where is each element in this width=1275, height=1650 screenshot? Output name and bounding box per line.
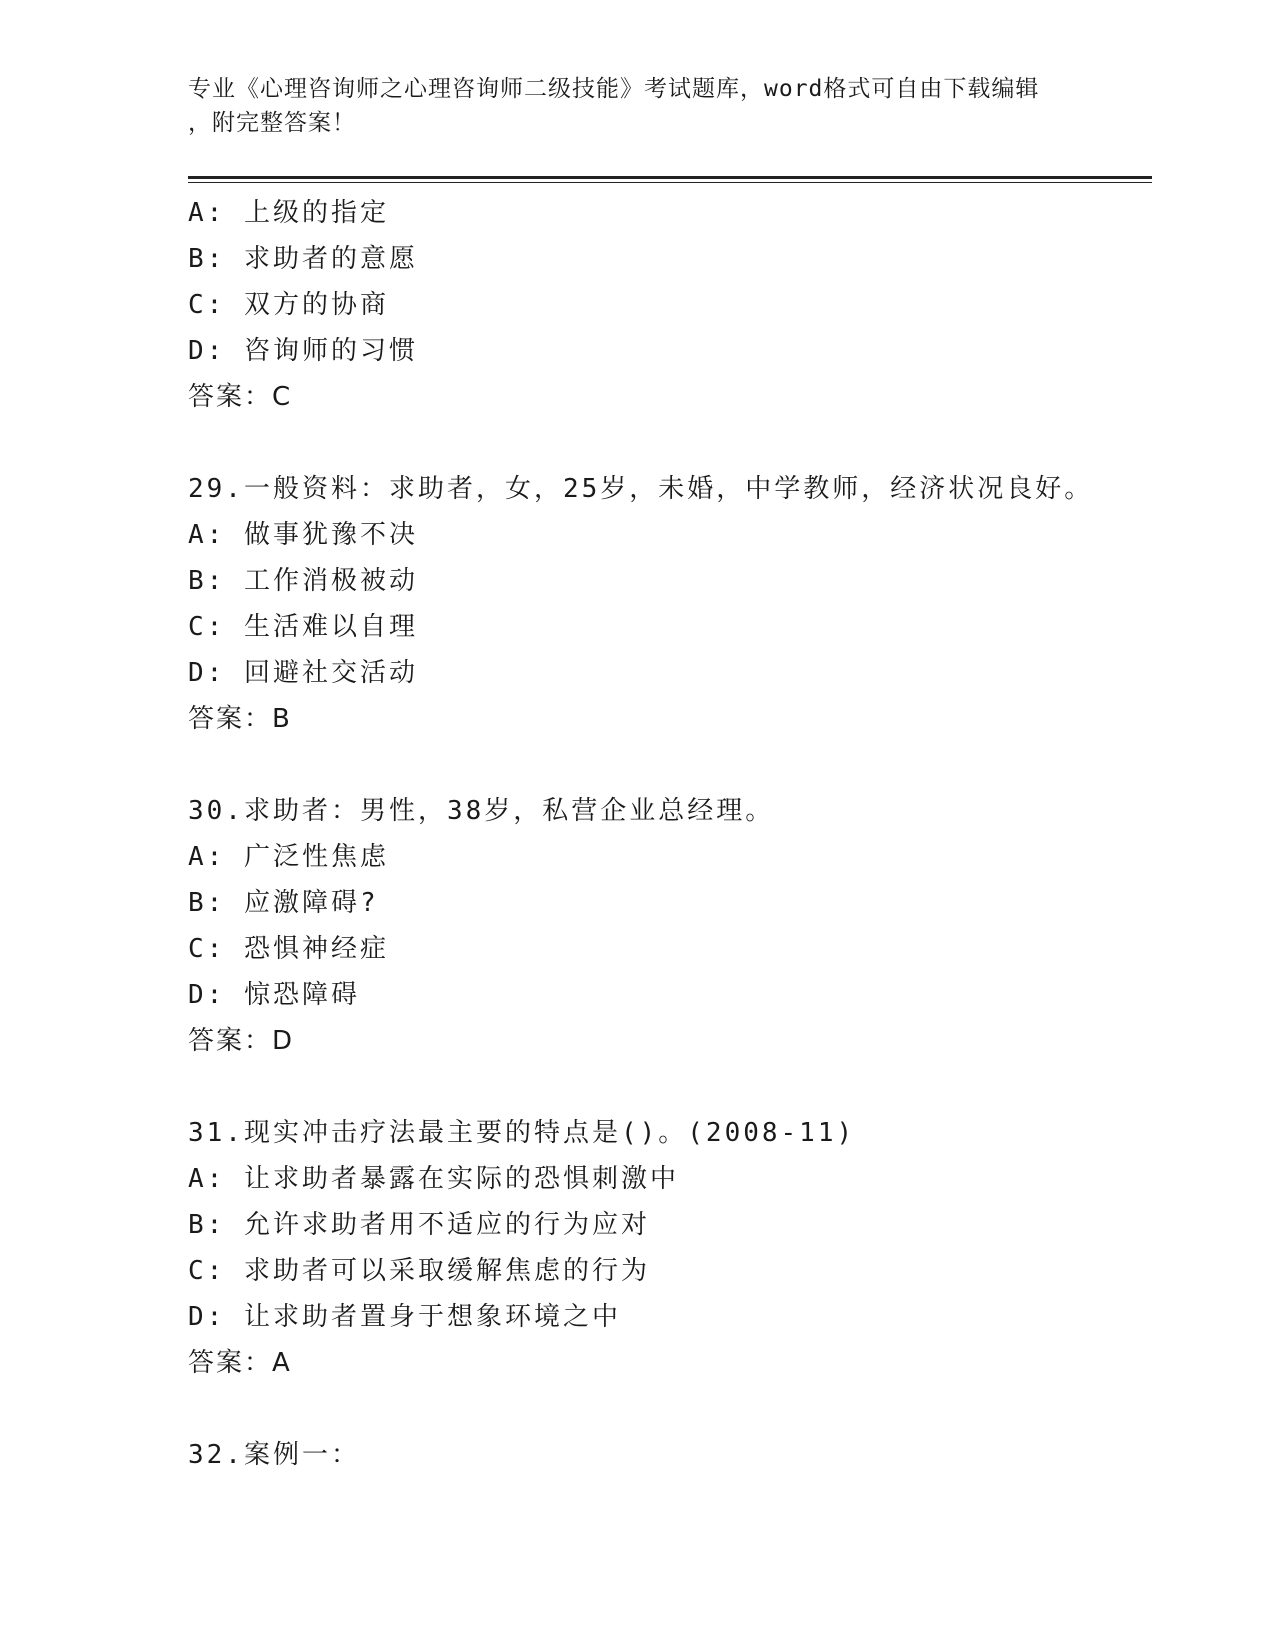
- q28-option-c: C: 双方的协商: [188, 290, 389, 320]
- header-line-1: 专业《心理咨询师之心理咨询师二级技能》考试题库，word格式可自由下载编辑: [188, 76, 1040, 102]
- header-divider-thick: [188, 176, 1152, 179]
- q30-option-c: C: 恐惧神经症: [188, 934, 389, 964]
- q30-answer: 答案：D: [188, 1026, 295, 1056]
- q28-option-b: B: 求助者的意愿: [188, 244, 418, 274]
- q30-option-a: A: 广泛性焦虑: [188, 842, 389, 872]
- question-29-block: [188, 466, 1152, 742]
- q31-option-d: D: 让求助者置身于想象环境之中: [188, 1302, 621, 1332]
- q29-option-d: D: 回避社交活动: [188, 658, 418, 688]
- document-header: [188, 72, 1068, 140]
- spacer: [188, 420, 1152, 466]
- q28-answer: 答案：C: [188, 382, 293, 412]
- spacer: [188, 1064, 1152, 1110]
- q31-option-a: A: 让求助者暴露在实际的恐惧刺激中: [188, 1164, 679, 1194]
- question-32-block: [188, 1432, 1152, 1478]
- q28-option-d: D: 咨询师的习惯: [188, 336, 418, 366]
- question-list: [188, 190, 1152, 1478]
- question-31-block: [188, 1110, 1152, 1386]
- q29-answer: 答案：B: [188, 704, 292, 734]
- q29-option-b: B: 工作消极被动: [188, 566, 418, 596]
- q31-option-c: C: 求助者可以采取缓解焦虑的行为: [188, 1256, 650, 1286]
- q31-stem: 31.现实冲击疗法最主要的特点是()。(2008-11): [188, 1118, 856, 1148]
- q30-stem: 30.求助者：男性，38岁，私营企业总经理。: [188, 796, 775, 826]
- q32-stem: 32.案例一：: [188, 1440, 360, 1470]
- q28-option-a: A: 上级的指定: [188, 198, 389, 228]
- spacer: [188, 742, 1152, 788]
- q29-option-c: C: 生活难以自理: [188, 612, 418, 642]
- q31-option-b: B: 允许求助者用不适应的行为应对: [188, 1210, 650, 1240]
- header-divider-thin: [188, 182, 1152, 183]
- q29-option-a: A: 做事犹豫不决: [188, 520, 418, 550]
- q31-answer: 答案：A: [188, 1348, 292, 1378]
- question-28-block: [188, 190, 1152, 420]
- q29-stem: 29.一般资料：求助者，女，25岁，未婚，中学教师，经济状况良好。: [188, 474, 1094, 504]
- q30-option-b: B: 应激障碍?: [188, 888, 379, 918]
- header-line-2: ，附完整答案！: [188, 110, 356, 136]
- q30-option-d: D: 惊恐障碍: [188, 980, 360, 1010]
- spacer: [188, 1386, 1152, 1432]
- question-30-block: [188, 788, 1152, 1064]
